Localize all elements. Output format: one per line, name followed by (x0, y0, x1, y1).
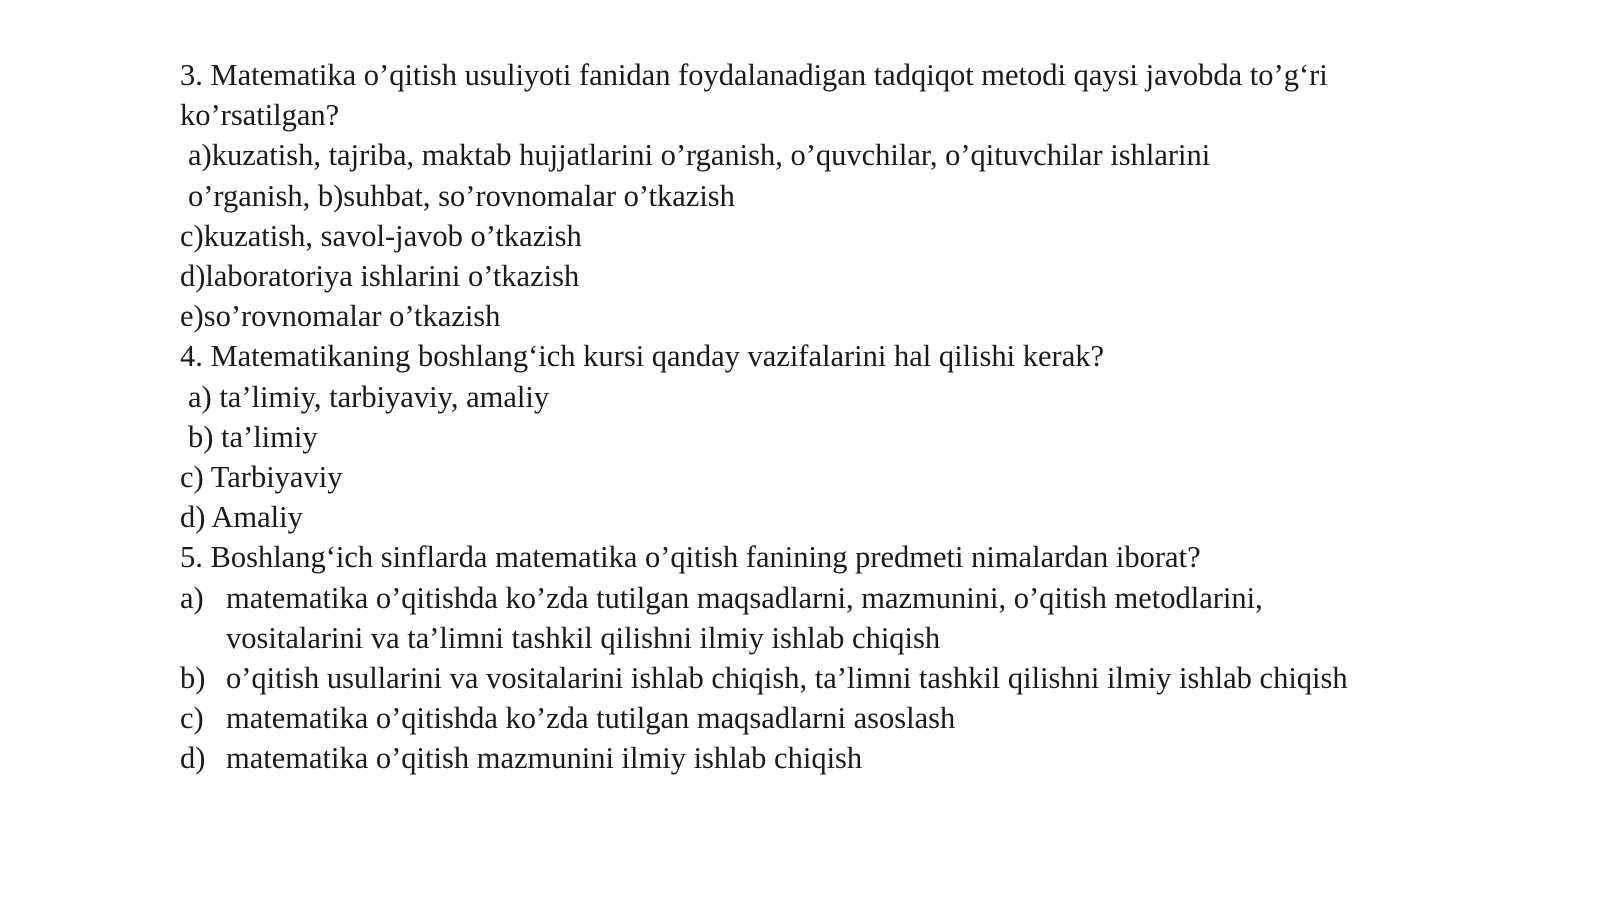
question-5-option-d (180, 738, 1360, 778)
option-marker: b) (180, 661, 206, 696)
question-3: 3. Matematika o’qitish usuliyoti fanidan foydalanadigan tadqiqot metodi qaysi javobda to’g‘ri ko’rsatilgan? (180, 58, 1328, 133)
question-4-option-a: a) ta’limiy, tarbiyaviy, amaliy (188, 379, 550, 414)
question-5-option-c (180, 698, 1360, 738)
question-3-option-c: c)kuzatish, savol-javob o’tkazish (180, 218, 582, 253)
question-3-option-e: e)so’rovnomalar o’tkazish (180, 299, 501, 334)
question-3-option-a: a)kuzatish, tajriba, maktab hujjatlarini o’rganish, o’quvchilar, o’qituvchilar ishlarini o’rganish, b)suhbat, so’rovnomalar o’tkazish (188, 138, 1211, 213)
option-text: matematika o’qitishda ko’zda tutilgan maqsadlarni, mazmunini, o’qitish metodlarini, vositalarini va ta’limni tashkil qilishni ilmiy ishlab chiqish (226, 580, 1263, 655)
question-4: 4. Matematikaning boshlang‘ich kursi qanday vazifalarini hal qilishi kerak? (180, 339, 1105, 374)
question-3-option-d: d)laboratoriya ishlarini o’tkazish (180, 259, 580, 294)
option-text: matematika o’qitishda ko’zda tutilgan maqsadlarni asoslash (226, 701, 956, 736)
option-marker: a) (180, 580, 204, 615)
question-5: 5. Boshlang‘ich sinflarda matematika o’qitish fanining predmeti nimalardan iborat? (180, 540, 1201, 575)
option-marker: c) (180, 701, 204, 736)
question-5-option-b (180, 658, 1360, 698)
option-text: o’qitish usullarini va vositalarini ishlab chiqish, ta’limni tashkil qilishni ilmiy ishlab chiqish (226, 661, 1348, 696)
slide-text-body (180, 55, 1460, 779)
question-5-option-a (180, 578, 1360, 658)
question-4-option-c: c) Tarbiyaviy (180, 460, 343, 495)
option-text: matematika o’qitish mazmunini ilmiy ishlab chiqish (226, 741, 863, 776)
question-4-option-d: d) Amaliy (180, 500, 303, 535)
option-marker: d) (180, 741, 206, 776)
question-4-option-b: b) ta’limiy (188, 419, 318, 454)
